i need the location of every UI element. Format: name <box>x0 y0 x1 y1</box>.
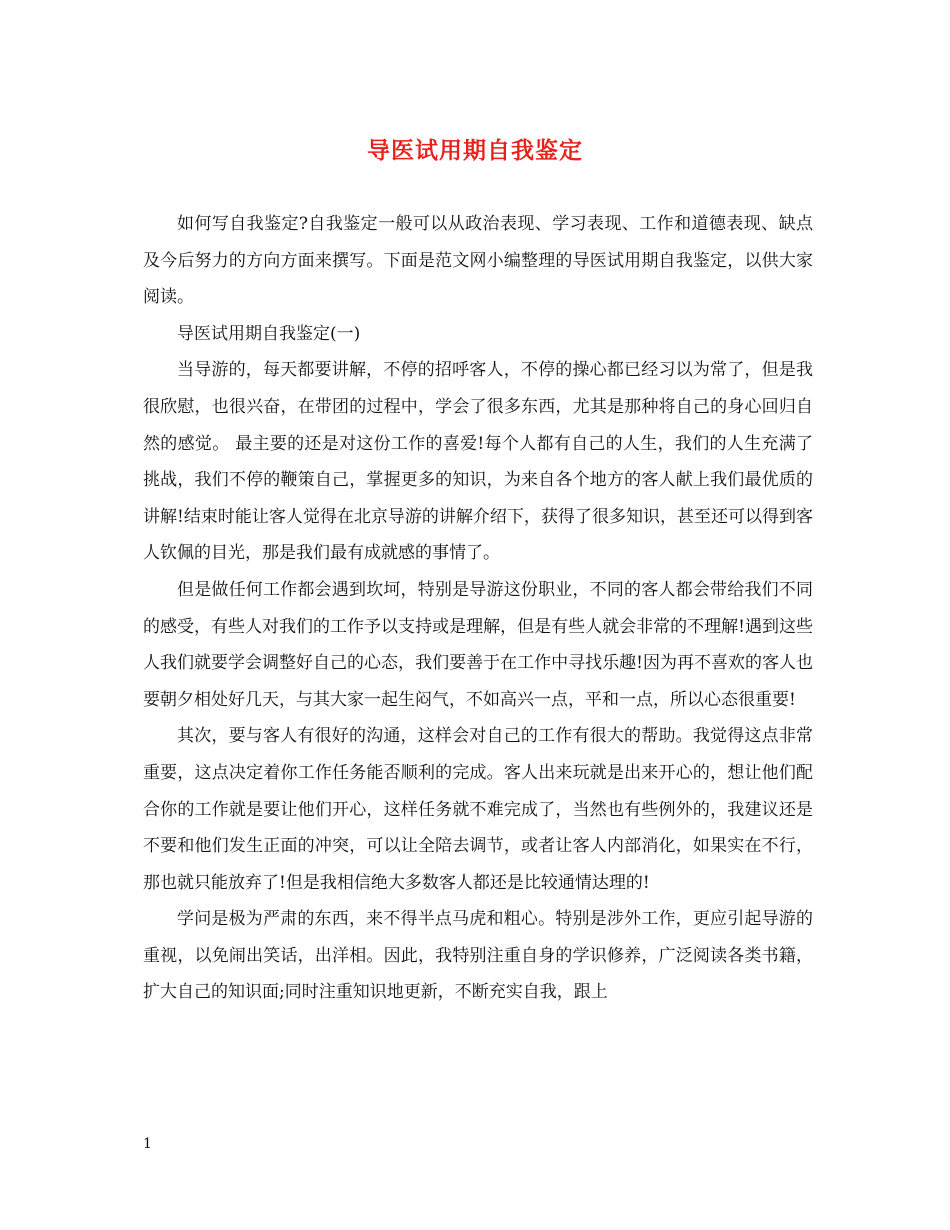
page-number: 1 <box>143 1136 152 1152</box>
intro-paragraph: 如何写自我鉴定?自我鉴定一般可以从政治表现、学习表现、工作和道德表现、缺点及今后努力的方向方面来撰写。下面是范文网小编整理的导医试用期自我鉴定，以供大家阅读。 <box>143 214 813 308</box>
document-body <box>143 206 813 1011</box>
document-title: 导医试用期自我鉴定 <box>367 137 583 164</box>
section-heading: 导医试用期自我鉴定(一) <box>177 323 361 344</box>
body-paragraph: 但是做任何工作都会遇到坎坷，特别是导游这份职业，不同的客人都会带给我们不同的感受，有些人对我们的工作予以支持或是理解，但是有些人就会非常的不理解!遇到这些人我们就要学会调整好自己的心态，我们要善于在工作中寻找乐趣!因为再不喜欢的客人也要朝夕相处好几天，与其大家一起生闷气，不如高兴一点，平和一点，所以心态很重要! <box>143 579 813 710</box>
body-paragraph: 学问是极为严肃的东西，来不得半点马虎和粗心。特别是涉外工作，更应引起导游的重视，以免闹出笑话，出洋相。因此，我特别注重自身的学识修养，广泛阅读各类书籍，扩大自己的知识面;同时注重知识地更新，不断充实自我，跟上 <box>143 909 813 1003</box>
body-paragraph: 其次，要与客人有很好的沟通，这样会对自己的工作有很大的帮助。我觉得这点非常重要，这点决定着你工作任务能否顺利的完成。客人出来玩就是出来开心的，想让他们配合你的工作就是要让他们开心，这样任务就不难完成了，当然也有些例外的，我建议还是不要和他们发生正面的冲突，可以让全陪去调节，或者让客人内部消化，如果实在不行，那也就只能放弃了!但是我相信绝大多数客人都还是比较通情达理的! <box>143 726 813 893</box>
body-paragraph: 当导游的，每天都要讲解，不停的招呼客人，不停的操心都已经习以为常了，但是我很欣慰，也很兴奋，在带团的过程中，学会了很多东西，尤其是那种将自己的身心回归自然的感觉。 最主要的还是对这份工作的喜爱!每个人都有自己的人生，我们的人生充满了挑战，我们不停的鞭策自己，掌握更多的知识，为来自各个地方的客人献上我们最优质的讲解!结束时能让客人觉得在北京导游的讲解介绍下，获得了很多知识，甚至还可以得到客人钦佩的目光，那是我们最有成就感的事情了。 <box>143 360 813 564</box>
